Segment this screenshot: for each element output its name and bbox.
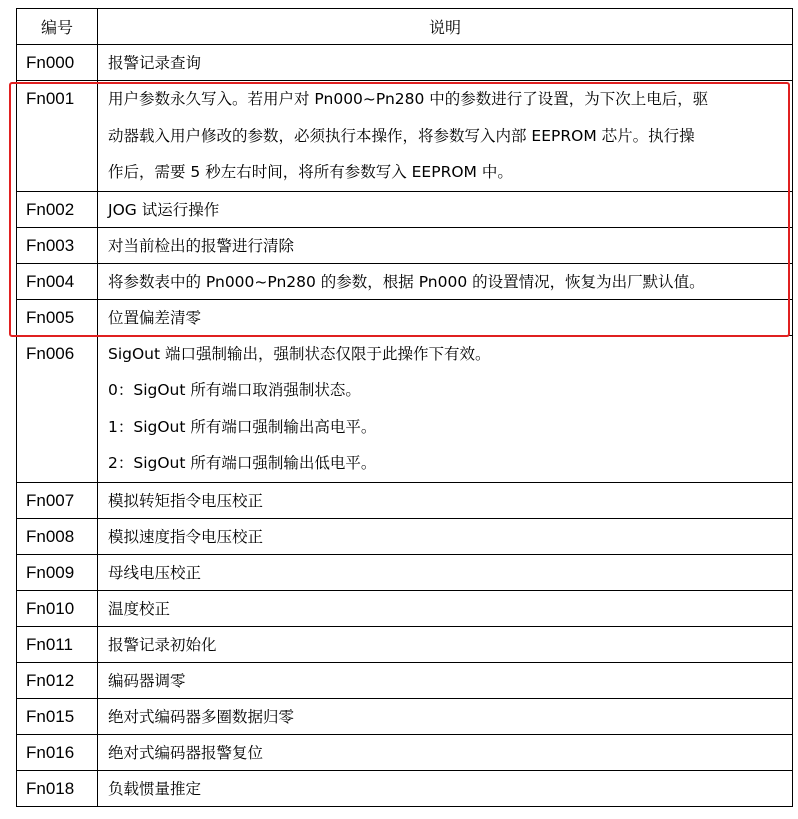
table-row <box>17 45 793 81</box>
function-code: Fn009 <box>17 554 98 590</box>
header-description: 说明 <box>98 9 793 45</box>
function-description: 位置偏差清零 <box>98 299 793 335</box>
table-row <box>17 518 793 554</box>
table-row <box>17 335 793 482</box>
function-code: Fn015 <box>17 698 98 734</box>
function-description: 对当前检出的报警进行清除 <box>98 227 793 263</box>
function-description: 绝对式编码器报警复位 <box>98 734 793 770</box>
description-line: SigOut 端口强制输出，强制状态仅限于此操作下有效。 <box>108 344 491 363</box>
function-description: JOG 试运行操作 <box>98 191 793 227</box>
function-description: 母线电压校正 <box>98 554 793 590</box>
table-row <box>17 626 793 662</box>
function-code: Fn011 <box>17 626 98 662</box>
table-row <box>17 698 793 734</box>
function-description: 模拟速度指令电压校正 <box>98 518 793 554</box>
table-row <box>17 227 793 263</box>
table-row <box>17 191 793 227</box>
function-code: Fn002 <box>17 191 98 227</box>
function-code: Fn012 <box>17 662 98 698</box>
table-header-row <box>17 9 793 45</box>
table-row <box>17 482 793 518</box>
function-description: 报警记录查询 <box>98 45 793 81</box>
table-row <box>17 81 793 192</box>
function-description: 模拟转矩指令电压校正 <box>98 482 793 518</box>
function-description: 温度校正 <box>98 590 793 626</box>
function-code: Fn006 <box>17 335 98 482</box>
function-code: Fn016 <box>17 734 98 770</box>
table-row <box>17 299 793 335</box>
function-code: Fn008 <box>17 518 98 554</box>
function-description: 报警记录初始化 <box>98 626 793 662</box>
function-code: Fn001 <box>17 81 98 192</box>
table-body <box>17 45 793 807</box>
function-code: Fn000 <box>17 45 98 81</box>
description-line: 2：SigOut 所有端口强制输出低电平。 <box>108 454 377 472</box>
table-row <box>17 734 793 770</box>
description-line: 0：SigOut 所有端口取消强制状态。 <box>108 381 361 399</box>
table-row <box>17 554 793 590</box>
table-row <box>17 263 793 299</box>
function-description <box>98 335 793 482</box>
function-code: Fn003 <box>17 227 98 263</box>
description-line: 作后，需要 5 秒左右时间，将所有参数写入 EEPROM 中。 <box>108 163 513 181</box>
function-code: Fn018 <box>17 770 98 806</box>
header-code: 编号 <box>17 9 98 45</box>
function-description: 将参数表中的 Pn000~Pn280 的参数，根据 Pn000 的设置情况，恢复为出厂默认值。 <box>98 263 793 299</box>
function-description <box>98 81 793 192</box>
description-line: 1：SigOut 所有端口强制输出高电平。 <box>108 417 377 436</box>
function-code: Fn007 <box>17 482 98 518</box>
table-row <box>17 770 793 806</box>
function-code: Fn004 <box>17 263 98 299</box>
function-description: 编码器调零 <box>98 662 793 698</box>
function-description: 负载惯量推定 <box>98 770 793 806</box>
description-line: 动器载入用户修改的参数，必须执行本操作，将参数写入内部 EEPROM 芯片。执行操 <box>108 126 695 145</box>
description-line: 用户参数永久写入。若用户对 Pn000~Pn280 中的参数进行了设置，为下次上电后，驱 <box>108 90 709 108</box>
function-parameter-table <box>16 8 793 807</box>
function-code: Fn005 <box>17 299 98 335</box>
table-row <box>17 662 793 698</box>
function-code: Fn010 <box>17 590 98 626</box>
table-row <box>17 590 793 626</box>
function-description: 绝对式编码器多圈数据归零 <box>98 698 793 734</box>
